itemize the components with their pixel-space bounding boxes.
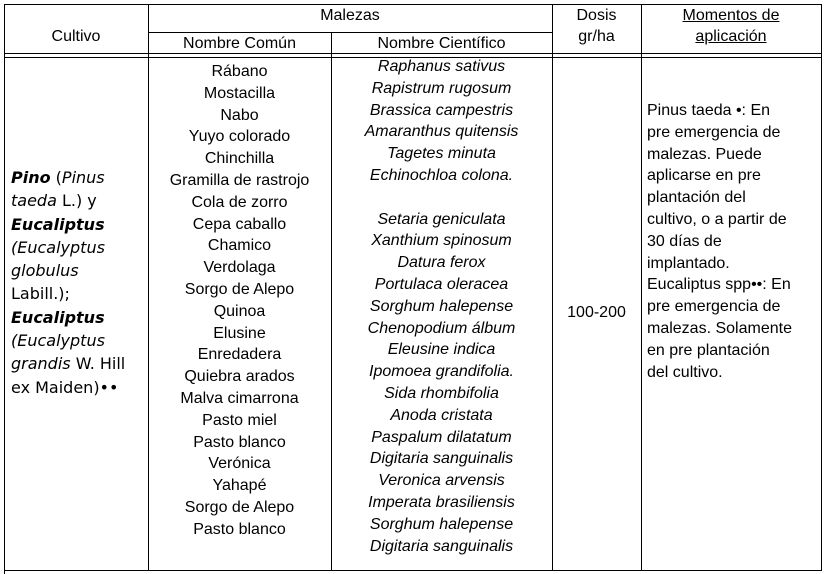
momentos-line: implantado.	[647, 254, 730, 272]
scientific-name: Digitaria sanguinalis	[369, 537, 514, 555]
crop-text: grandis	[11, 354, 71, 374]
scientific-name: Rapistrum rugosum	[371, 79, 512, 97]
momentos-line: 30 días de	[647, 232, 722, 250]
scientific-name: Chenopodium álbum	[367, 319, 516, 337]
scientific-name	[439, 187, 443, 209]
momentos-line: aplicarse en pre	[647, 167, 761, 185]
common-name: Sorgo de Alepo	[184, 280, 295, 298]
scientific-name: Xanthium spinosum	[371, 232, 512, 250]
crop-line	[11, 236, 125, 259]
momentos-line: del cultivo.	[647, 363, 723, 381]
scientific-name: Setaria geniculata	[377, 210, 506, 228]
common-name: Pasto blanco	[193, 520, 286, 538]
momentos-line: malezas. Solamente	[647, 319, 792, 337]
header-dosis-line2: gr/ha	[578, 28, 615, 45]
common-name: Sorgo de Alepo	[184, 498, 295, 516]
crop-text: ex Maiden)••	[11, 377, 119, 397]
crop-text: globulus	[11, 261, 79, 281]
common-names-cell	[148, 61, 331, 541]
dosis-value: 100-200	[567, 304, 626, 321]
crop-line	[11, 306, 125, 329]
header-nombre-cientifico: Nombre Científico	[377, 35, 506, 52]
crop-line	[11, 352, 125, 375]
crop-cell	[11, 166, 125, 399]
scientific-name: Portulaca oleracea	[374, 275, 509, 293]
common-name: Cepa caballo	[192, 215, 287, 233]
scientific-name: Brassica campestris	[369, 101, 514, 119]
scientific-names-cell	[331, 56, 552, 557]
common-name: Verdolaga	[203, 259, 276, 277]
momentos-line: cultivo, o a partir de	[647, 210, 787, 228]
crop-line	[11, 329, 125, 352]
common-name: Quiebra arados	[184, 368, 295, 386]
momentos-line: pre emergencia de	[647, 123, 781, 141]
header-nombre-comun: Nombre Común	[183, 35, 296, 52]
header-malezas: Malezas	[320, 7, 380, 24]
header-momentos-line2: aplicación	[695, 28, 767, 45]
scientific-name: Ipomoea grandifolia.	[369, 363, 514, 381]
common-name: Chamico	[207, 237, 272, 255]
table-border-right	[821, 4, 822, 570]
header-dosis-line1: Dosis	[576, 7, 617, 24]
crop-line	[11, 166, 125, 189]
momentos-line: plantación del	[647, 189, 746, 207]
scientific-name: Datura ferox	[397, 254, 486, 272]
common-name: Rábano	[211, 63, 268, 80]
crop-text: Labill.);	[11, 284, 70, 304]
scientific-name: Digitaria sanguinalis	[369, 450, 514, 468]
momentos-line: Eucaliptus spp••: En	[647, 276, 791, 294]
crop-text: (Eucalyptus	[11, 237, 105, 257]
scientific-name: Sida rhombifolia	[384, 384, 499, 402]
crop-text: Pinus	[61, 168, 105, 187]
momentos-line: en pre plantación	[647, 341, 770, 359]
crop-text: L.) y	[56, 191, 97, 211]
common-name: Nabo	[220, 106, 259, 124]
header-cultivo: Cultivo	[51, 28, 101, 45]
scientific-name: Raphanus sativus	[377, 58, 506, 75]
crop-line	[11, 189, 125, 212]
crop-line	[11, 259, 125, 282]
table-border-bottom	[4, 570, 822, 571]
crop-line	[11, 213, 125, 236]
common-name: Pasto blanco	[193, 433, 286, 451]
common-name: Elusine	[213, 324, 266, 342]
common-name: Gramilla de rastrojo	[169, 171, 310, 189]
crop-text: Pino	[11, 168, 51, 187]
common-name: Yahapé	[212, 477, 267, 495]
crop-text: (Eucalyptus	[11, 331, 105, 351]
scientific-name: Sorghum halepense	[369, 515, 514, 533]
scientific-name: Amaranthus quitensis	[364, 123, 519, 141]
scientific-name: Imperata brasiliensis	[368, 493, 515, 511]
crop-text: taeda	[11, 191, 57, 211]
common-name: Chinchilla	[204, 150, 275, 168]
common-name: Enredadera	[197, 346, 282, 364]
header-momentos-line1: Momentos de	[682, 7, 780, 24]
momentos-line: pre emergencia de	[647, 298, 781, 316]
col-divider-4	[641, 4, 642, 570]
scientific-name: Sorghum halepense	[369, 297, 514, 315]
crop-text: Eucaliptus	[11, 307, 105, 327]
col-divider-3	[552, 4, 553, 570]
scientific-name: Echinochloa colona.	[369, 166, 514, 184]
scientific-name: Eleusine indica	[387, 341, 496, 359]
momentos-line: malezas. Puede	[647, 145, 762, 163]
crop-text: Eucaliptus	[11, 214, 105, 234]
momentos-line: Pinus taeda •: En	[647, 102, 771, 119]
common-name: Quinoa	[213, 302, 266, 320]
scientific-name: Paspalum dilatatum	[371, 428, 512, 446]
crop-text: (	[50, 168, 62, 187]
crop-line	[11, 376, 125, 399]
common-name: Verónica	[208, 455, 271, 473]
scientific-name: Veronica arvensis	[378, 472, 505, 490]
scientific-name: Anoda cristata	[390, 406, 493, 424]
common-name: Pasto miel	[202, 411, 277, 429]
crop-text: W. Hill	[70, 354, 126, 374]
common-name: Mostacilla	[203, 84, 276, 102]
table-border-left	[4, 4, 5, 574]
momentos-cell	[647, 100, 792, 383]
scientific-name: Tagetes minuta	[387, 145, 496, 163]
common-name: Yuyo colorado	[188, 128, 291, 146]
common-name: Cola de zorro	[191, 193, 288, 211]
common-name: Malva cimarrona	[180, 389, 299, 407]
crop-line	[11, 282, 125, 305]
